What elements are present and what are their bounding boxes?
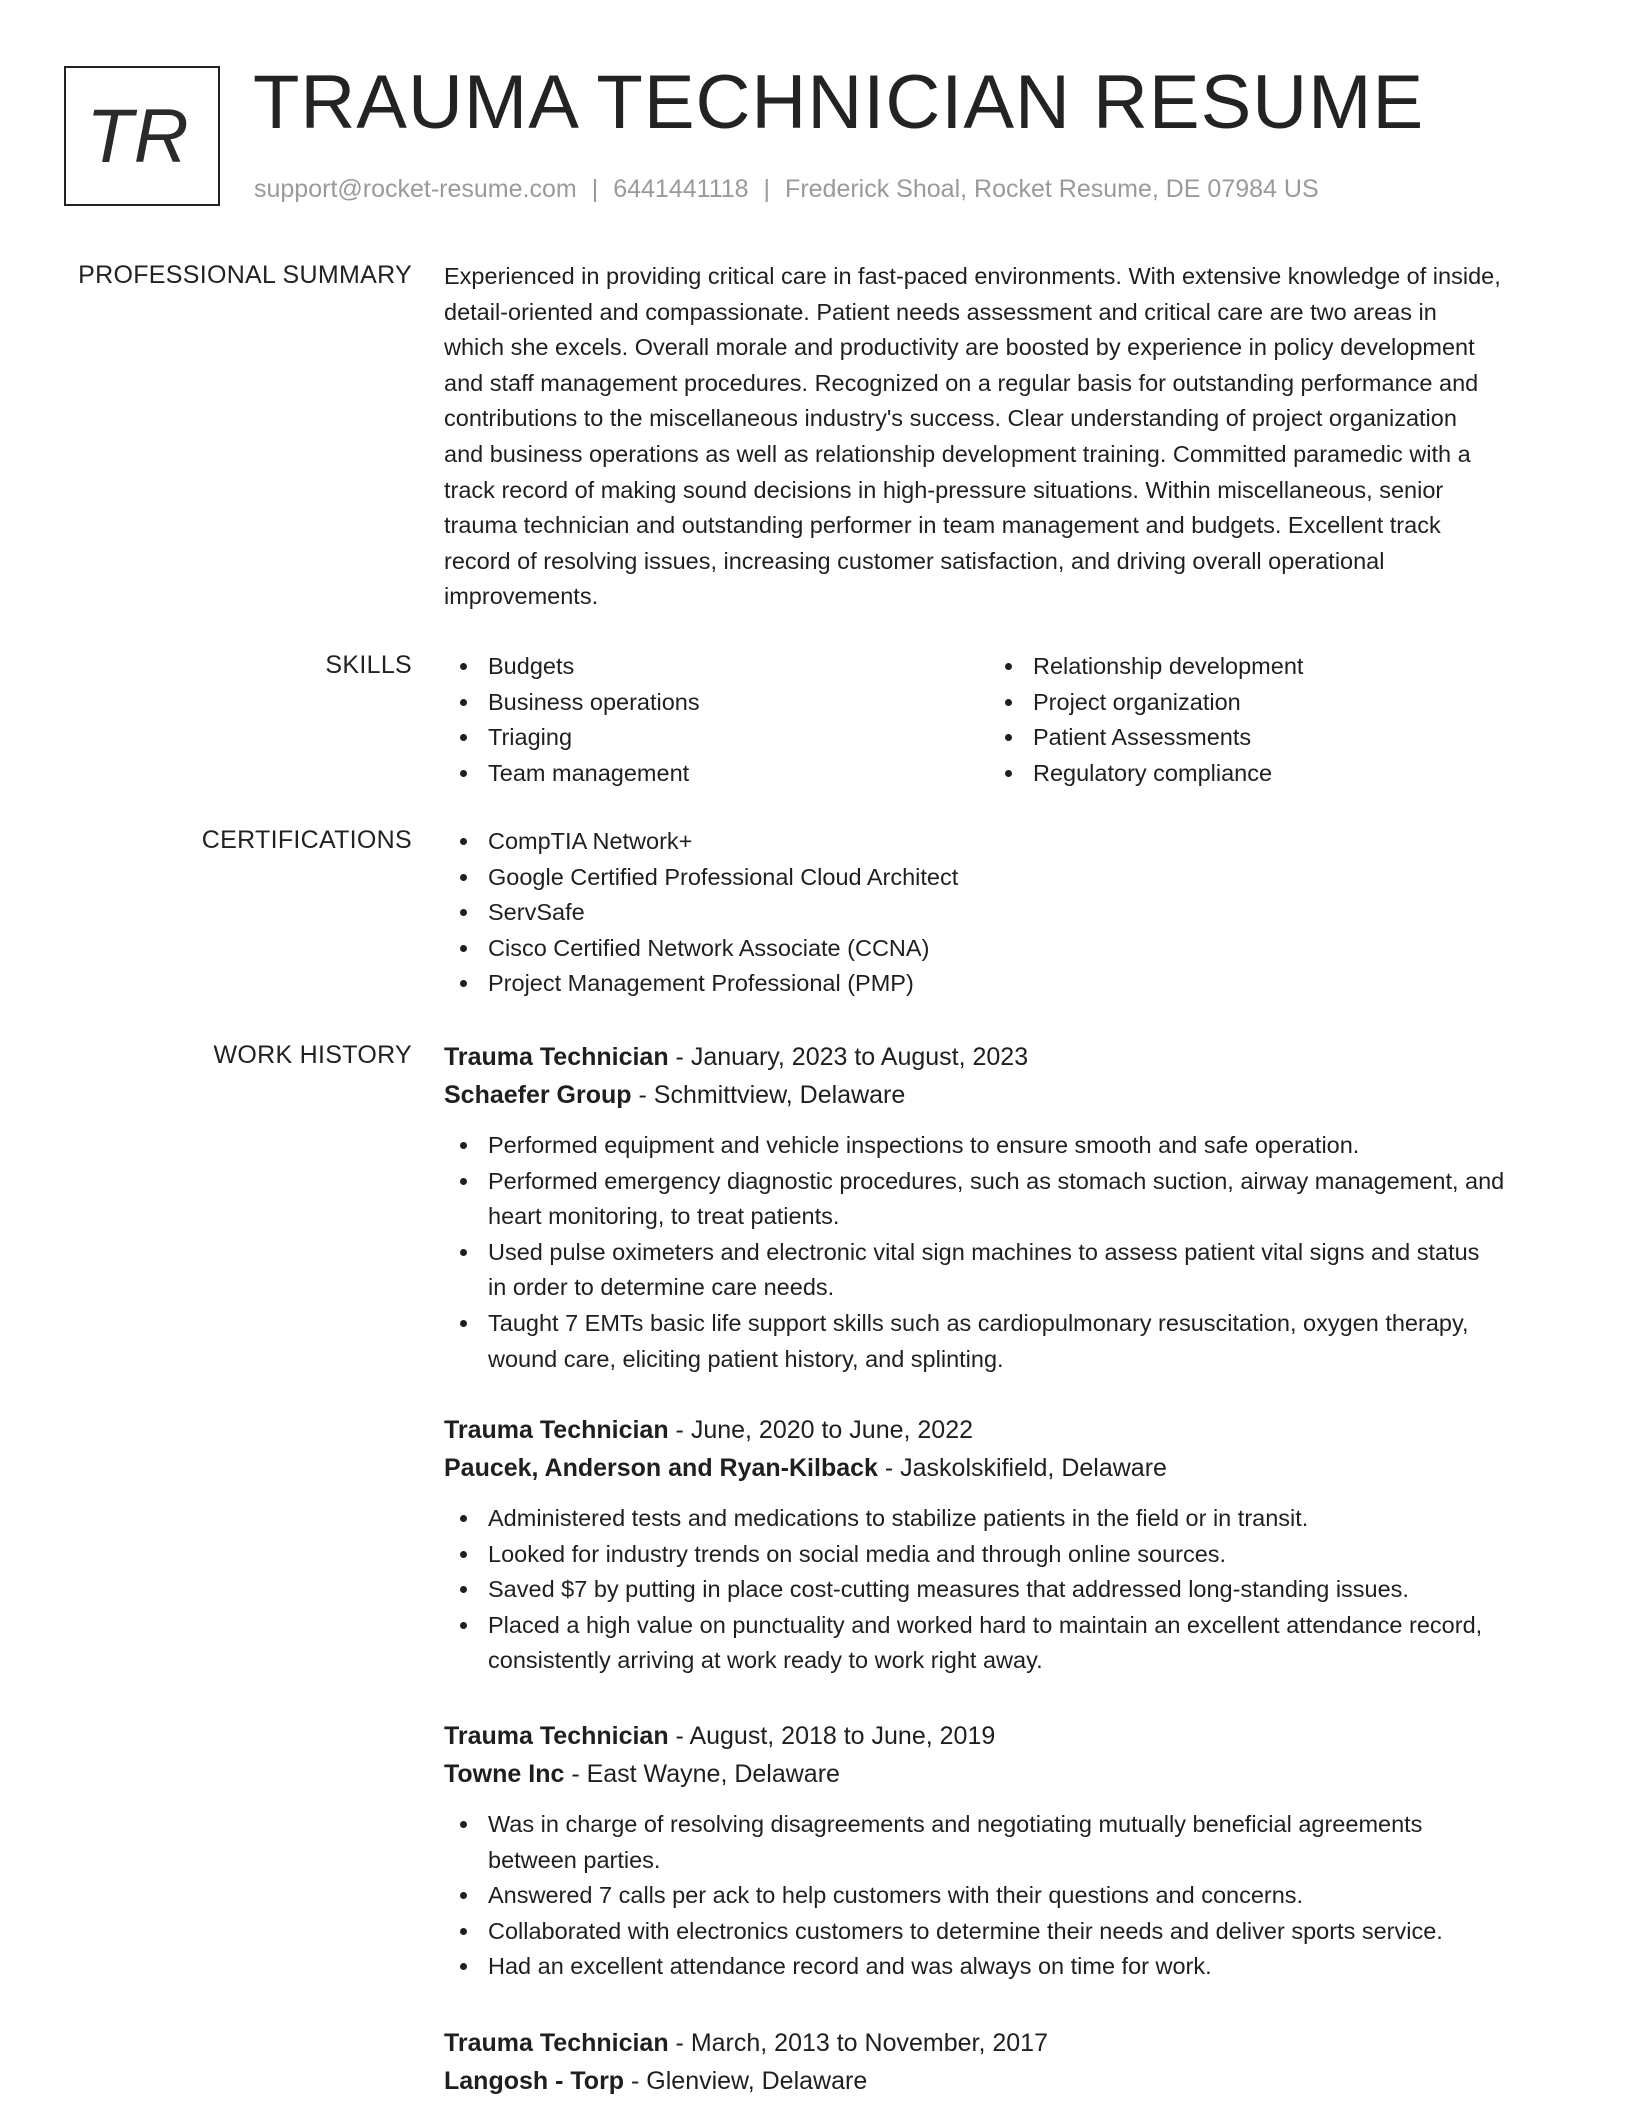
summary-line: and business operations as well as relationship development training. Committed paramedic with a — [444, 440, 1471, 467]
monogram-initials: TR — [86, 93, 190, 179]
certification-item: ServSafe — [444, 895, 1560, 931]
section-heading-skills: SKILLS — [325, 651, 412, 679]
job-duty-line: Administered tests and medications to stabilize patients in the field or in transit. — [488, 1505, 1309, 1531]
job-dates: - January, 2023 to August, 2023 — [668, 1043, 1029, 1071]
job-duty-item — [444, 1235, 1560, 1306]
job-company: Schaefer Group — [444, 1081, 632, 1109]
certification-item: Cisco Certified Network Associate (CCNA) — [444, 931, 1560, 967]
summary-body — [444, 259, 1560, 615]
certification-item: Project Management Professional (PMP) — [444, 966, 1560, 1002]
job-duties-list — [444, 1807, 1560, 1985]
job-duty-line: Answered 7 calls per ack to help customers with their questions and concerns. — [488, 1882, 1304, 1909]
skill-item: Regulatory compliance — [989, 756, 1534, 792]
contact-phone: 6441441118 — [613, 175, 749, 203]
job-duty-line: Performed emergency diagnostic procedures, such as stomach suction, airway management, and — [488, 1167, 1505, 1194]
job-duty-item — [444, 1608, 1560, 1679]
job-duties-list — [444, 1128, 1560, 1377]
skills-body — [444, 649, 1560, 791]
certification-item: Google Certified Professional Cloud Architect — [444, 860, 1560, 896]
job-title: Trauma Technician — [444, 2029, 669, 2057]
summary-line: contributions to the miscellaneous industry's success. Clear understanding of project organization — [444, 405, 1457, 432]
job-title: Trauma Technician — [444, 1416, 669, 1444]
job-entry — [444, 2024, 1560, 2100]
job-entry — [444, 1717, 1560, 1985]
job-duty-line: Was in charge of resolving disagreements and negotiating mutually beneficial agreements — [488, 1811, 1423, 1837]
job-company-line — [444, 2062, 1560, 2100]
summary-paragraph — [444, 259, 1560, 615]
section-heading-summary: PROFESSIONAL SUMMARY — [78, 261, 412, 289]
job-duty-line: Collaborated with electronics customers to determine their needs and deliver sports service. — [488, 1917, 1443, 1944]
section-heading-certifications: CERTIFICATIONS — [201, 826, 412, 854]
job-duty-line: Placed a high value on punctuality and worked hard to maintain an excellent attendance record, — [488, 1611, 1483, 1638]
job-duty-item — [444, 1572, 1560, 1608]
contact-separator: | — [763, 175, 771, 203]
job-title-line — [444, 1717, 1560, 1755]
job-location: - Jaskolskifield, Delaware — [877, 1454, 1167, 1482]
job-duty-line: consistently arriving at work ready to work right away. — [488, 1647, 1043, 1674]
job-duty-item — [444, 1306, 1560, 1377]
summary-line: and staff management procedures. Recognized on a regular basis for outstanding performance and — [444, 369, 1479, 396]
summary-line: track record of making sound decisions in high-pressure situations. Within miscellaneous, senior — [444, 476, 1444, 503]
job-entry — [444, 1038, 1560, 1377]
summary-line: detail-oriented and compassionate. Patient needs assessment and critical care are two areas in — [444, 298, 1437, 325]
summary-line: trauma technician and outstanding performer in team management and budgets. Excellent track — [444, 512, 1441, 539]
job-company: Langosh - Torp — [444, 2067, 625, 2095]
job-duty-line: Had an excellent attendance record and was always on time for work. — [488, 1953, 1212, 1980]
job-duty-line: Used pulse oximeters and electronic vital sign machines to assess patient vital signs and status — [488, 1238, 1480, 1265]
skills-column-left — [444, 649, 989, 791]
job-duty-item — [444, 1164, 1560, 1235]
job-duty-line: between parties. — [488, 1846, 661, 1873]
skill-item: Triaging — [444, 720, 989, 756]
job-title: Trauma Technician — [444, 1043, 669, 1071]
certifications-body — [444, 824, 1560, 1002]
job-title-line — [444, 1038, 1560, 1076]
skill-item: Business operations — [444, 685, 989, 721]
job-duties-list — [444, 1501, 1560, 1679]
summary-line: record of resolving issues, increasing customer satisfaction, and driving overall operational — [444, 547, 1385, 574]
job-company-line — [444, 1449, 1560, 1487]
summary-line: which she excels. Overall morale and productivity are boosted by experience in policy development — [444, 334, 1475, 361]
monogram-box — [64, 66, 220, 206]
job-title: Trauma Technician — [444, 1722, 669, 1750]
resume-title: TRAUMA TECHNICIAN RESUME — [253, 60, 1425, 145]
job-duty-line: Looked for industry trends on social media and through online sources. — [488, 1540, 1227, 1567]
certifications-list — [444, 824, 1560, 1002]
skill-item: Patient Assessments — [989, 720, 1534, 756]
job-duty-item — [444, 1537, 1560, 1573]
job-duty-line: heart monitoring, to treat patients. — [488, 1203, 840, 1230]
section-heading-work-history: WORK HISTORY — [213, 1041, 412, 1069]
job-entry — [444, 1411, 1560, 1679]
job-duty-item — [444, 1501, 1560, 1537]
job-company: Towne Inc — [444, 1760, 565, 1788]
job-duty-item — [444, 1949, 1560, 1985]
job-title-line — [444, 1411, 1560, 1449]
skill-item: Project organization — [989, 685, 1534, 721]
contact-email: support@rocket-resume.com — [254, 175, 577, 203]
job-location: - Glenview, Delaware — [624, 2067, 868, 2095]
job-duty-line: wound care, eliciting patient history, and splinting. — [488, 1345, 1004, 1372]
job-dates: - August, 2018 to June, 2019 — [668, 1722, 996, 1750]
skill-item: Relationship development — [989, 649, 1534, 685]
job-dates: - June, 2020 to June, 2022 — [668, 1416, 974, 1444]
contact-address: Frederick Shoal, Rocket Resume, DE 07984 US — [785, 175, 1319, 203]
job-dates: - March, 2013 to November, 2017 — [668, 2029, 1048, 2057]
job-duty-item — [444, 1128, 1560, 1164]
skills-grid — [444, 649, 1560, 791]
job-duty-line: Taught 7 EMTs basic life support skills such as cardiopulmonary resuscitation, oxygen therapy, — [488, 1309, 1469, 1336]
skill-item: Budgets — [444, 649, 989, 685]
job-duty-item — [444, 1914, 1560, 1950]
job-location: - East Wayne, Delaware — [564, 1760, 840, 1788]
job-duty-line: Performed equipment and vehicle inspections to ensure smooth and safe operation. — [488, 1132, 1360, 1158]
contact-line — [254, 173, 1319, 205]
job-location: - Schmittview, Delaware — [631, 1081, 906, 1109]
job-company: Paucek, Anderson and Ryan-Kilback — [444, 1454, 878, 1482]
job-duty-item — [444, 1878, 1560, 1914]
job-company-line — [444, 1755, 1560, 1793]
job-title-line — [444, 2024, 1560, 2062]
job-duty-line: Saved $7 by putting in place cost-cutting measures that addressed long-standing issues. — [488, 1576, 1409, 1603]
certification-item: CompTIA Network+ — [444, 824, 1560, 860]
summary-line: improvements. — [444, 583, 599, 610]
contact-separator: | — [591, 175, 599, 203]
job-company-line — [444, 1076, 1560, 1114]
job-duty-item — [444, 1807, 1560, 1878]
summary-line: Experienced in providing critical care in fast-paced environments. With extensive knowledge of inside, — [444, 263, 1501, 289]
job-duty-line: in order to determine care needs. — [488, 1274, 835, 1301]
skill-item: Team management — [444, 756, 989, 792]
skills-column-right — [989, 649, 1534, 791]
